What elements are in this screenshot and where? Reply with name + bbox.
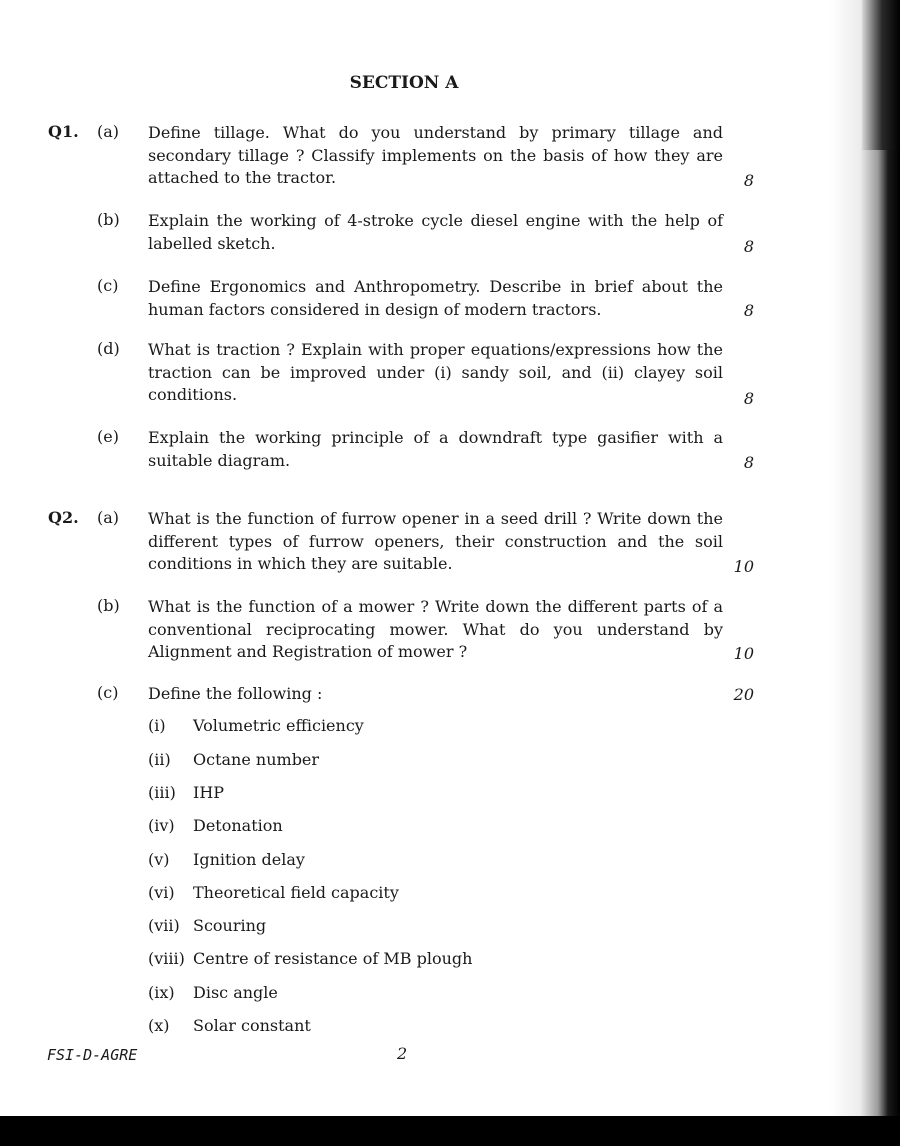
q2-c-sub-9-text: Disc angle xyxy=(193,983,278,1002)
scan-edge-right-top xyxy=(862,0,900,150)
scan-edge-right xyxy=(830,0,900,1146)
q2-b-marks: 10 xyxy=(733,644,754,663)
section-title: SECTION A xyxy=(349,73,459,93)
q2-c-sub-1-label: (i) xyxy=(148,716,166,735)
q2-c-sub-7-text: Scouring xyxy=(193,916,267,935)
q2-c-sub-3-label: (iii) xyxy=(148,783,176,802)
q2-c-sub-6-text: Theoretical field capacity xyxy=(193,883,399,902)
q1-e-marks: 8 xyxy=(743,453,754,472)
q2-c-sub-2-label: (ii) xyxy=(148,750,171,769)
q1-d-marks: 8 xyxy=(743,389,754,408)
q1-c-text: Define Ergonomics and Anthropometry. Describe in brief about the human factors considered in design of modern tractors. xyxy=(148,277,723,319)
q2-c-sub-1-text: Volumetric efficiency xyxy=(193,716,364,735)
q2-c-sub-8-text: Centre of resistance of MB plough xyxy=(193,949,473,968)
q1-c-marks: 8 xyxy=(743,301,754,320)
q1-b-text: Explain the working of 4-stroke cycle diesel engine with the help of labelled sketch. xyxy=(148,211,723,253)
page-number: 2 xyxy=(397,1044,408,1063)
q2-c-label: (c) xyxy=(97,683,119,702)
q1-e-text: Explain the working principle of a downdraft type gasifier with a suitable diagram. xyxy=(148,428,723,470)
question-number-q1: Q1. xyxy=(48,122,79,141)
q2-a-text: What is the function of furrow opener in a seed drill ? Write down the different types of furrow openers, their construction and the soil conditions in which they are suitable. xyxy=(148,509,723,573)
q2-a-marks: 10 xyxy=(733,557,754,576)
q2-c-sub-4-label: (iv) xyxy=(148,816,175,835)
q2-c-sub-10-text: Solar constant xyxy=(193,1016,311,1035)
q2-c-sub-7-label: (vii) xyxy=(148,916,180,935)
q2-b-text: What is the function of a mower ? Write down the different parts of a conventional reciprocating mower. What do you understand by Alignment and Registration of mower ? xyxy=(148,597,723,661)
q1-b-marks: 8 xyxy=(743,237,754,256)
q2-c-marks: 20 xyxy=(733,685,754,704)
q1-a-label: (a) xyxy=(97,122,120,141)
question-number-q2: Q2. xyxy=(48,508,79,527)
q2-a-label: (a) xyxy=(97,508,120,527)
q2-c-sub-5-label: (v) xyxy=(148,850,170,869)
q2-c-sub-3-text: IHP xyxy=(193,783,225,802)
q1-d-text: What is traction ? Explain with proper equations/expressions how the traction can be improved under (i) sandy soil, and (ii) clayey soil conditions. xyxy=(148,340,723,404)
q1-d-label: (d) xyxy=(97,339,120,358)
q2-c-sub-2-text: Octane number xyxy=(193,750,320,769)
q2-c-text: Define the following : xyxy=(148,684,323,703)
q2-c-sub-4-text: Detonation xyxy=(193,816,283,835)
paper-code: FSI-D-AGRE xyxy=(47,1046,138,1064)
q2-c-sub-10-label: (x) xyxy=(148,1016,170,1035)
q2-c-sub-9-label: (ix) xyxy=(148,983,175,1002)
q1-b-label: (b) xyxy=(97,210,120,229)
q2-c-sub-5-text: Ignition delay xyxy=(193,850,305,869)
q1-e-label: (e) xyxy=(97,427,119,446)
q1-a-text: Define tillage. What do you understand by primary tillage and secondary tillage ? Classify implements on the basis of how they are attached to the tractor. xyxy=(148,123,723,187)
q1-c-label: (c) xyxy=(97,276,119,295)
q2-b-label: (b) xyxy=(97,596,120,615)
q2-c-sub-8-label: (viii) xyxy=(148,949,185,968)
scan-edge-bottom xyxy=(0,1116,900,1146)
q1-a-marks: 8 xyxy=(743,171,754,190)
q2-c-sub-6-label: (vi) xyxy=(148,883,175,902)
